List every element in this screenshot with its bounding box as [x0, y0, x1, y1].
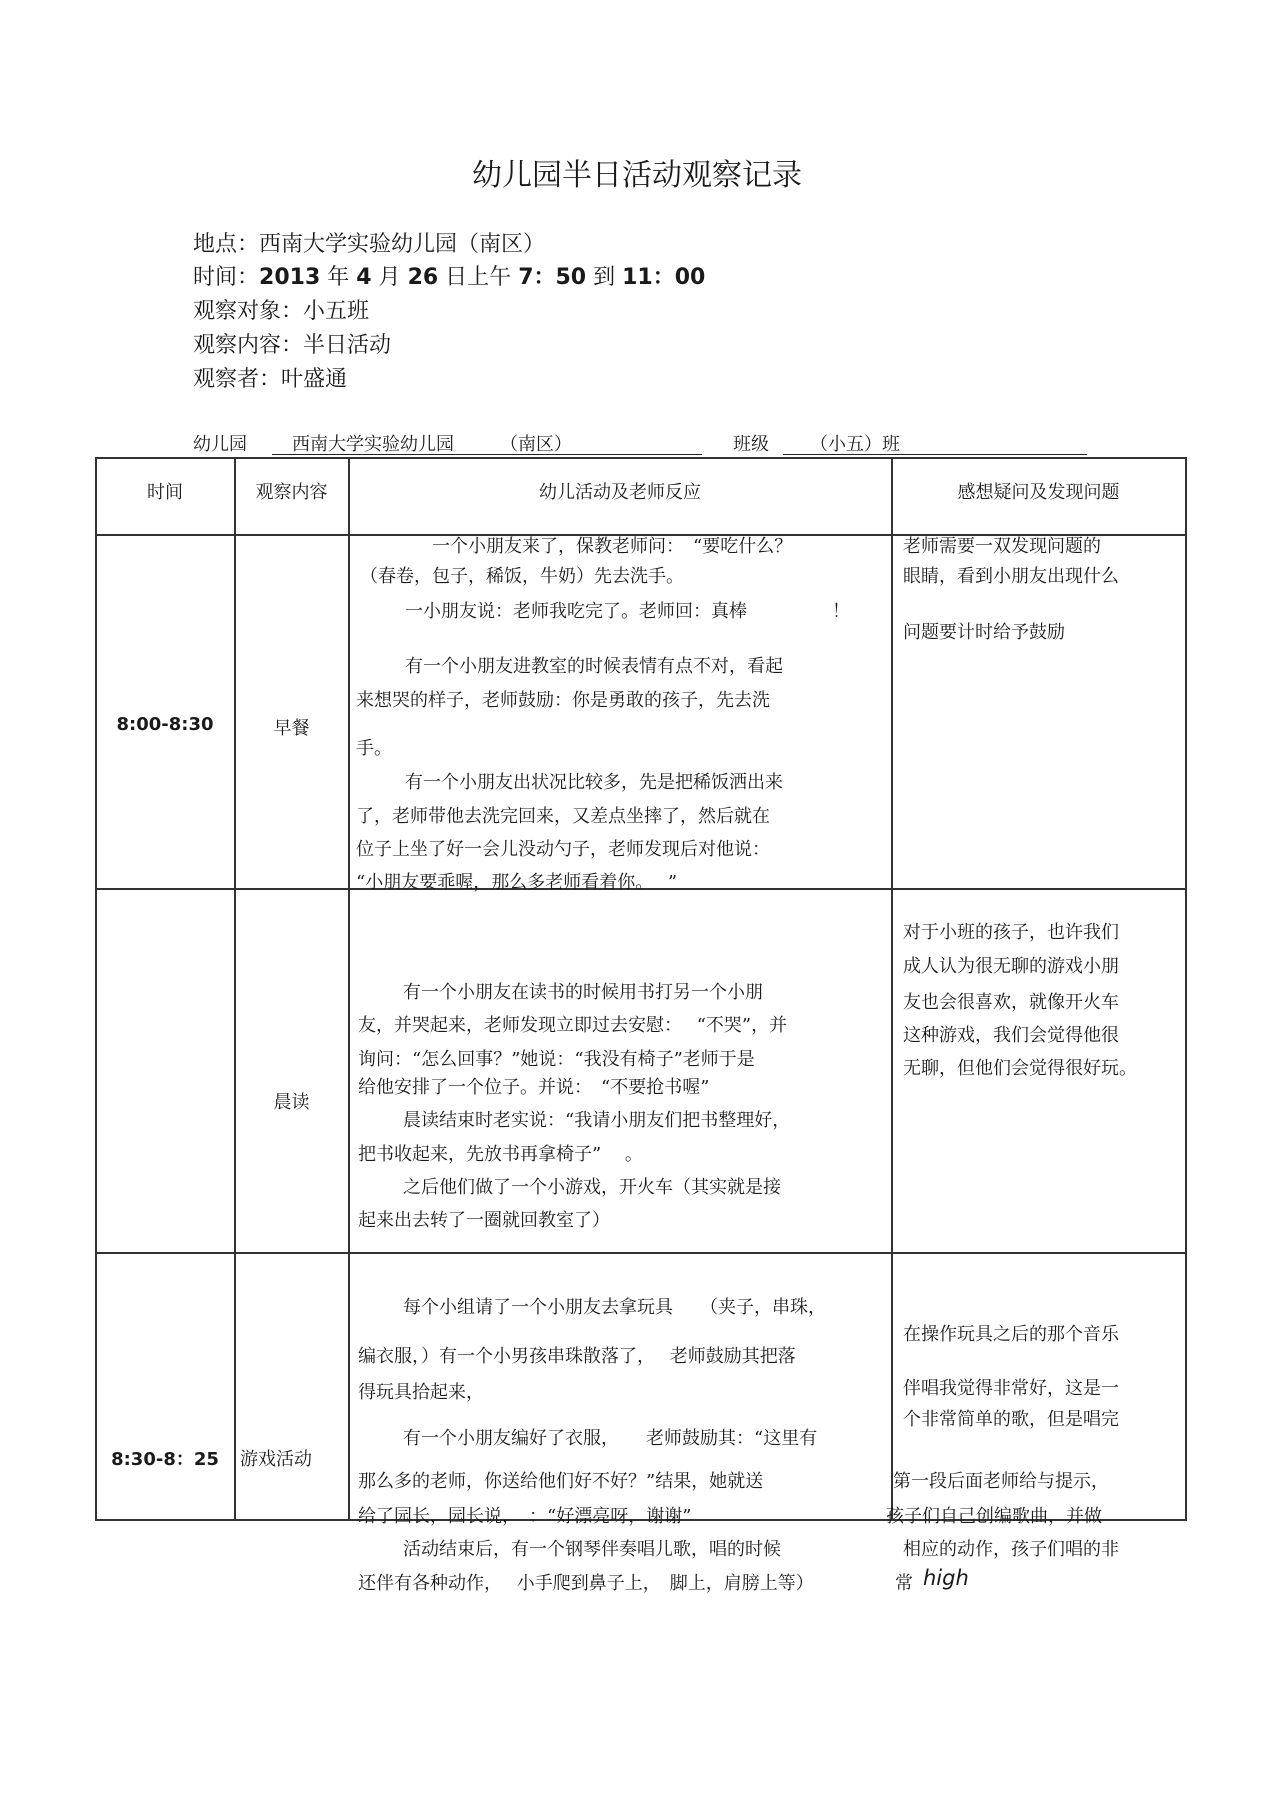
- row1-activity-line: “小朋友要乖喔，那么多老师看着你。 ”: [356, 872, 678, 893]
- row1-reflection-line: 老师需要一双发现问题的: [903, 536, 1101, 557]
- row2-activity-line: 之后他们做了一个小游戏，开火车（其实就是接: [403, 1177, 781, 1198]
- row1-activity-line: 一小朋友说：老师我吃完了。老师回：真棒: [405, 601, 747, 622]
- class-value: （小五）班: [810, 434, 900, 455]
- row3-activity-line: 那么多的老师，你送给他们好不好？”结果，她就送: [358, 1471, 764, 1492]
- row1-time: 8:00-8:30: [116, 714, 214, 735]
- row1-activity-line: ！: [832, 601, 850, 622]
- table-border-left: [95, 457, 97, 1521]
- row1-reflection-line: 眼睛，看到小朋友出现什么: [903, 566, 1119, 587]
- row2-activity-line: 有一个小朋友在读书的时候用书打另一个小朋: [403, 982, 763, 1003]
- row2-content: 晨读: [273, 1092, 310, 1113]
- row1-activity-line: 来想哭的样子，老师鼓励：你是勇敢的孩子，先去洗: [356, 690, 770, 711]
- row3-reflection-handwritten: high: [923, 1566, 969, 1590]
- row3-content: 游戏活动: [240, 1449, 312, 1470]
- row3-activity-line: 得玩具拾起来，: [358, 1382, 484, 1403]
- table-border-top: [95, 457, 1187, 459]
- info-time-end: 11：00: [622, 265, 706, 290]
- info-time-year-unit: 年: [320, 265, 357, 290]
- row2-activity-line: 给他安排了一个位子。并说： “不要抢书喔”: [358, 1077, 710, 1098]
- kindergarten-label: 幼儿园: [193, 434, 247, 455]
- row1-activity-line: （春卷，包子，稀饭，牛奶）先去洗手。: [360, 566, 684, 587]
- row2-activity-line: 询问：“怎么回事？”她说：“我没有椅子”老师于是: [358, 1049, 755, 1070]
- table-border-right: [1185, 457, 1187, 1521]
- row1-activity-line: 手。: [356, 738, 392, 759]
- row2-reflection-line: 友也会很喜欢，就像开火车: [903, 992, 1119, 1013]
- row1-reflection-line: 问题要计时给予鼓励: [903, 622, 1065, 643]
- col-header-time: 时间: [147, 482, 183, 503]
- row3-activity-line: 编衣服，）有一个小男孩串珠散落了， 老师鼓励其把落: [358, 1346, 796, 1367]
- class-underline: [783, 454, 1087, 455]
- row3-activity-line: 给了园长，园长说， ：“好漂亮呀，谢谢”: [358, 1506, 692, 1527]
- row3-activity-line: 有一个小朋友编好了衣服， 老师鼓励其：“这里有: [403, 1428, 818, 1449]
- info-time: [193, 260, 705, 291]
- row3-activity-line: 每个小组请了一个小朋友去拿玩具 （夹子，串珠，: [403, 1297, 826, 1318]
- kindergarten-underline: [272, 454, 702, 455]
- col-header-reflection: 感想疑问及发现问题: [957, 482, 1120, 503]
- table-divider-2: [348, 457, 350, 1521]
- class-label: 班级: [733, 434, 769, 455]
- table-row2-bottom: [95, 1252, 1187, 1254]
- info-content: 观察内容：半日活动: [193, 333, 392, 358]
- info-time-prefix: 时间：: [193, 265, 260, 290]
- info-time-month-unit: 月: [371, 265, 408, 290]
- row3-reflection-line: 个非常简单的歌，但是唱完: [903, 1409, 1119, 1430]
- info-location: 地点：西南大学实验幼儿园（南区）: [193, 232, 546, 257]
- info-time-to: 到: [586, 265, 623, 290]
- info-observer: 观察者：叶盛通: [193, 367, 348, 392]
- kindergarten-value: 西南大学实验幼儿园: [292, 434, 454, 455]
- info-time-year: 2013: [259, 265, 321, 290]
- row3-reflection-line: 孩子们自己创编歌曲，并做: [886, 1506, 1102, 1527]
- info-time-day-unit: 日上午: [438, 265, 519, 290]
- info-subject: 观察对象：小五班: [193, 299, 370, 324]
- row2-activity-line: 晨读结束时老实说：“我请小朋友们把书整理好，: [403, 1110, 791, 1131]
- row2-reflection-line: 无聊，但他们会觉得很好玩。: [903, 1058, 1137, 1079]
- row1-activity-line: 了，老师带他去洗完回来，又差点坐摔了，然后就在: [356, 806, 770, 827]
- row1-activity-line: 一个小朋友来了，保教老师问： “要吃什么？: [432, 536, 793, 557]
- table-divider-3: [891, 457, 893, 1521]
- row2-reflection-line: 对于小班的孩子，也许我们: [903, 922, 1119, 943]
- col-header-content: 观察内容: [255, 482, 328, 503]
- info-time-start: 7：50: [518, 265, 587, 290]
- row3-activity-line: 活动结束后，有一个钢琴伴奏唱儿歌，唱的时候: [403, 1539, 781, 1560]
- row1-content: 早餐: [273, 718, 310, 739]
- row2-reflection-line: 这种游戏，我们会觉得他很: [903, 1025, 1119, 1046]
- row3-reflection-line: 伴唱我觉得非常好，这是一: [903, 1378, 1119, 1399]
- kindergarten-area: （南区）: [500, 434, 572, 455]
- document-title: 幼儿园半日活动观察记录: [472, 158, 802, 193]
- info-time-day: 26: [407, 265, 439, 290]
- col-header-activity: 幼儿活动及老师反应: [539, 482, 701, 503]
- row1-activity-line: 位子上坐了好一会儿没动勺子，老师发现后对他说：: [356, 839, 770, 860]
- row3-activity-line: 还伴有各种动作， 小手爬到鼻子上， 脚上，肩膀上等）: [358, 1573, 814, 1594]
- row2-reflection-line: 成人认为很无聊的游戏小朋: [903, 956, 1119, 977]
- row3-reflection-line: 第一段后面老师给与提示，: [893, 1471, 1109, 1492]
- info-time-month: 4: [356, 265, 372, 290]
- row1-activity-line: 有一个小朋友进教室的时候表情有点不对，看起: [405, 656, 783, 677]
- row3-reflection-line: 常: [895, 1573, 913, 1594]
- row3-reflection-line: 相应的动作，孩子们唱的非: [903, 1539, 1119, 1560]
- row1-activity-line: 有一个小朋友出状况比较多，先是把稀饭洒出来: [405, 772, 783, 793]
- row2-activity-line: 起来出去转了一圈就回教室了）: [358, 1210, 610, 1231]
- row3-reflection-line: 在操作玩具之后的那个音乐: [903, 1324, 1119, 1345]
- row2-activity-line: 把书收起来，先放书再拿椅子” 。: [358, 1144, 643, 1165]
- row2-activity-line: 友，并哭起来，老师发现立即过去安慰： “不哭”，并: [358, 1015, 788, 1036]
- table-divider-1: [234, 457, 236, 1521]
- row3-time: 8:30-8：25: [111, 1449, 219, 1470]
